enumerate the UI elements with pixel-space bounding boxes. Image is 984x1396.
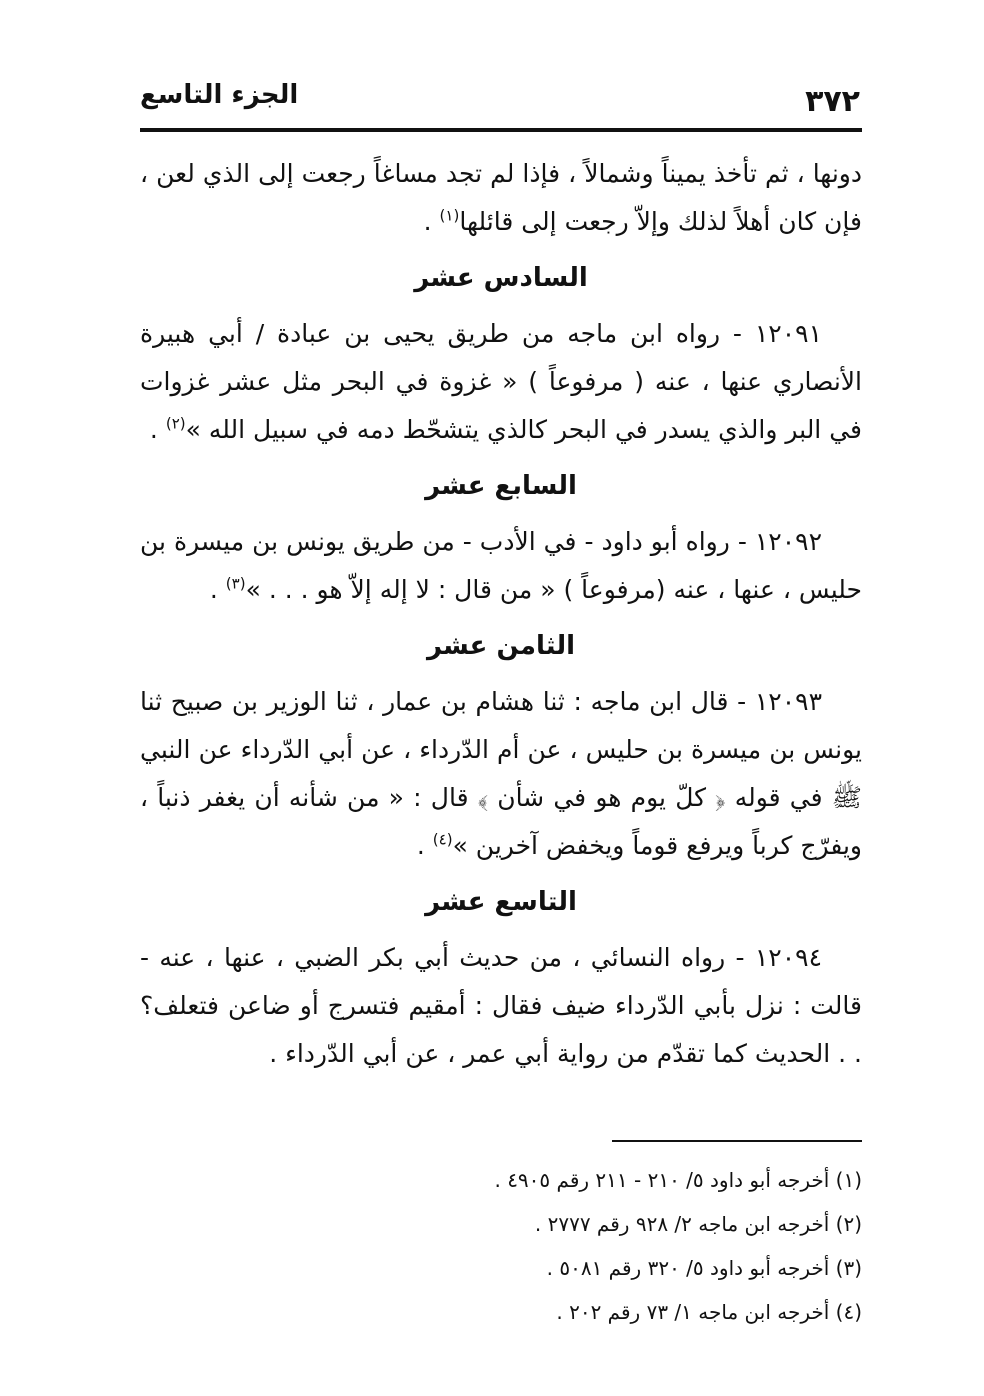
hadith-12091 <box>140 310 862 454</box>
footnote-ref-3: (٣) <box>225 574 246 593</box>
page-number: ٣٧٢ <box>805 84 860 119</box>
paragraph-text: ١٢٠٩٢ - رواه أبو داود - في الأدب - من طريق يونس بن ميسرة بن حليس ، عنها ، عنه (مرفوعاً ) « من قال : لا إله إلاّ هو . . . » <box>140 527 862 604</box>
footnote-1: (١) أخرجه أبو داود ٥/ ٢١٠ - ٢١١ رقم ٤٩٠٥ . <box>494 1168 862 1192</box>
paragraph-end: . <box>416 831 433 860</box>
footnote-ref-4: (٤) <box>432 830 453 849</box>
paragraph-text: ١٢٠٩١ - رواه ابن ماجه من طريق يحيى بن عبادة / أبي هبيرة الأنصاري عنها ، عنه ( مرفوعاً ) « غزوة في البحر مثل عشر غزوات في البر والذي يسدر في البحر كالذي يتشحّط دمه في سبيل الله » <box>140 319 862 444</box>
section-heading-19: التاسع عشر <box>425 887 577 917</box>
section-heading-16: السادس عشر <box>414 263 588 293</box>
header-rule <box>140 128 862 132</box>
section-heading-17: السابع عشر <box>425 471 577 501</box>
footnote-4: (٤) أخرجه ابن ماجه ١/ ٧٣ رقم ٢٠٢ . <box>556 1300 862 1324</box>
paragraph-end: . <box>149 415 166 444</box>
hadith-12092 <box>140 518 862 614</box>
running-title: الجزء التاسع <box>140 80 299 110</box>
hadith-12094: ١٢٠٩٤ - رواه النسائي ، من حديث أبي بكر الضبي ، عنها ، عنه - قالت : نزل بأبي الدّرداء ضيف فقال : أمقيم فتسرج أو ضاعن فتعلف؟ . . الحديث كما تقدّم من رواية أبي عمر ، عن أبي الدّرداء . <box>140 943 862 1068</box>
paragraph-end: . <box>209 575 226 604</box>
paragraph-text: ١٢٠٩٣ - قال ابن ماجه : ثنا هشام بن عمار ، ثنا الوزير بن صبيح ثنا يونس بن ميسرة بن حليس ، عن أم الدّرداء ، عن أبي الدّرداء عن النبي ﷺ في قوله ﴿ كلّ يوم هو في شأن ﴾ قال : « من شأنه أن يغفر ذنباً ، ويفرّج كرباً ويرفع قوماً ويخفض آخرين » <box>140 687 862 860</box>
page-header <box>140 80 860 120</box>
section-heading-18: الثامن عشر <box>427 631 575 661</box>
paragraph-text: دونها ، ثم تأخذ يميناً وشمالاً ، فإذا لم تجد مساغاً رجعت إلى الذي لعن ، فإن كان أهلاً لذلك وإلاّ رجعت إلى قائلها <box>140 159 862 236</box>
paragraph-continuation <box>140 150 862 246</box>
main-text <box>140 150 862 1078</box>
footnote-3: (٣) أخرجه أبو داود ٥/ ٣٢٠ رقم ٥٠٨١ . <box>546 1256 862 1280</box>
footnote-2: (٢) أخرجه ابن ماجه ٢/ ٩٢٨ رقم ٢٧٧٧ . <box>534 1212 862 1236</box>
footnote-ref-2: (٢) <box>165 414 186 433</box>
footnote-ref-1: (١) <box>439 206 460 225</box>
footnotes <box>140 1158 862 1334</box>
hadith-12093 <box>140 678 862 870</box>
footnote-rule <box>612 1140 862 1142</box>
paragraph-end: . <box>423 207 440 236</box>
